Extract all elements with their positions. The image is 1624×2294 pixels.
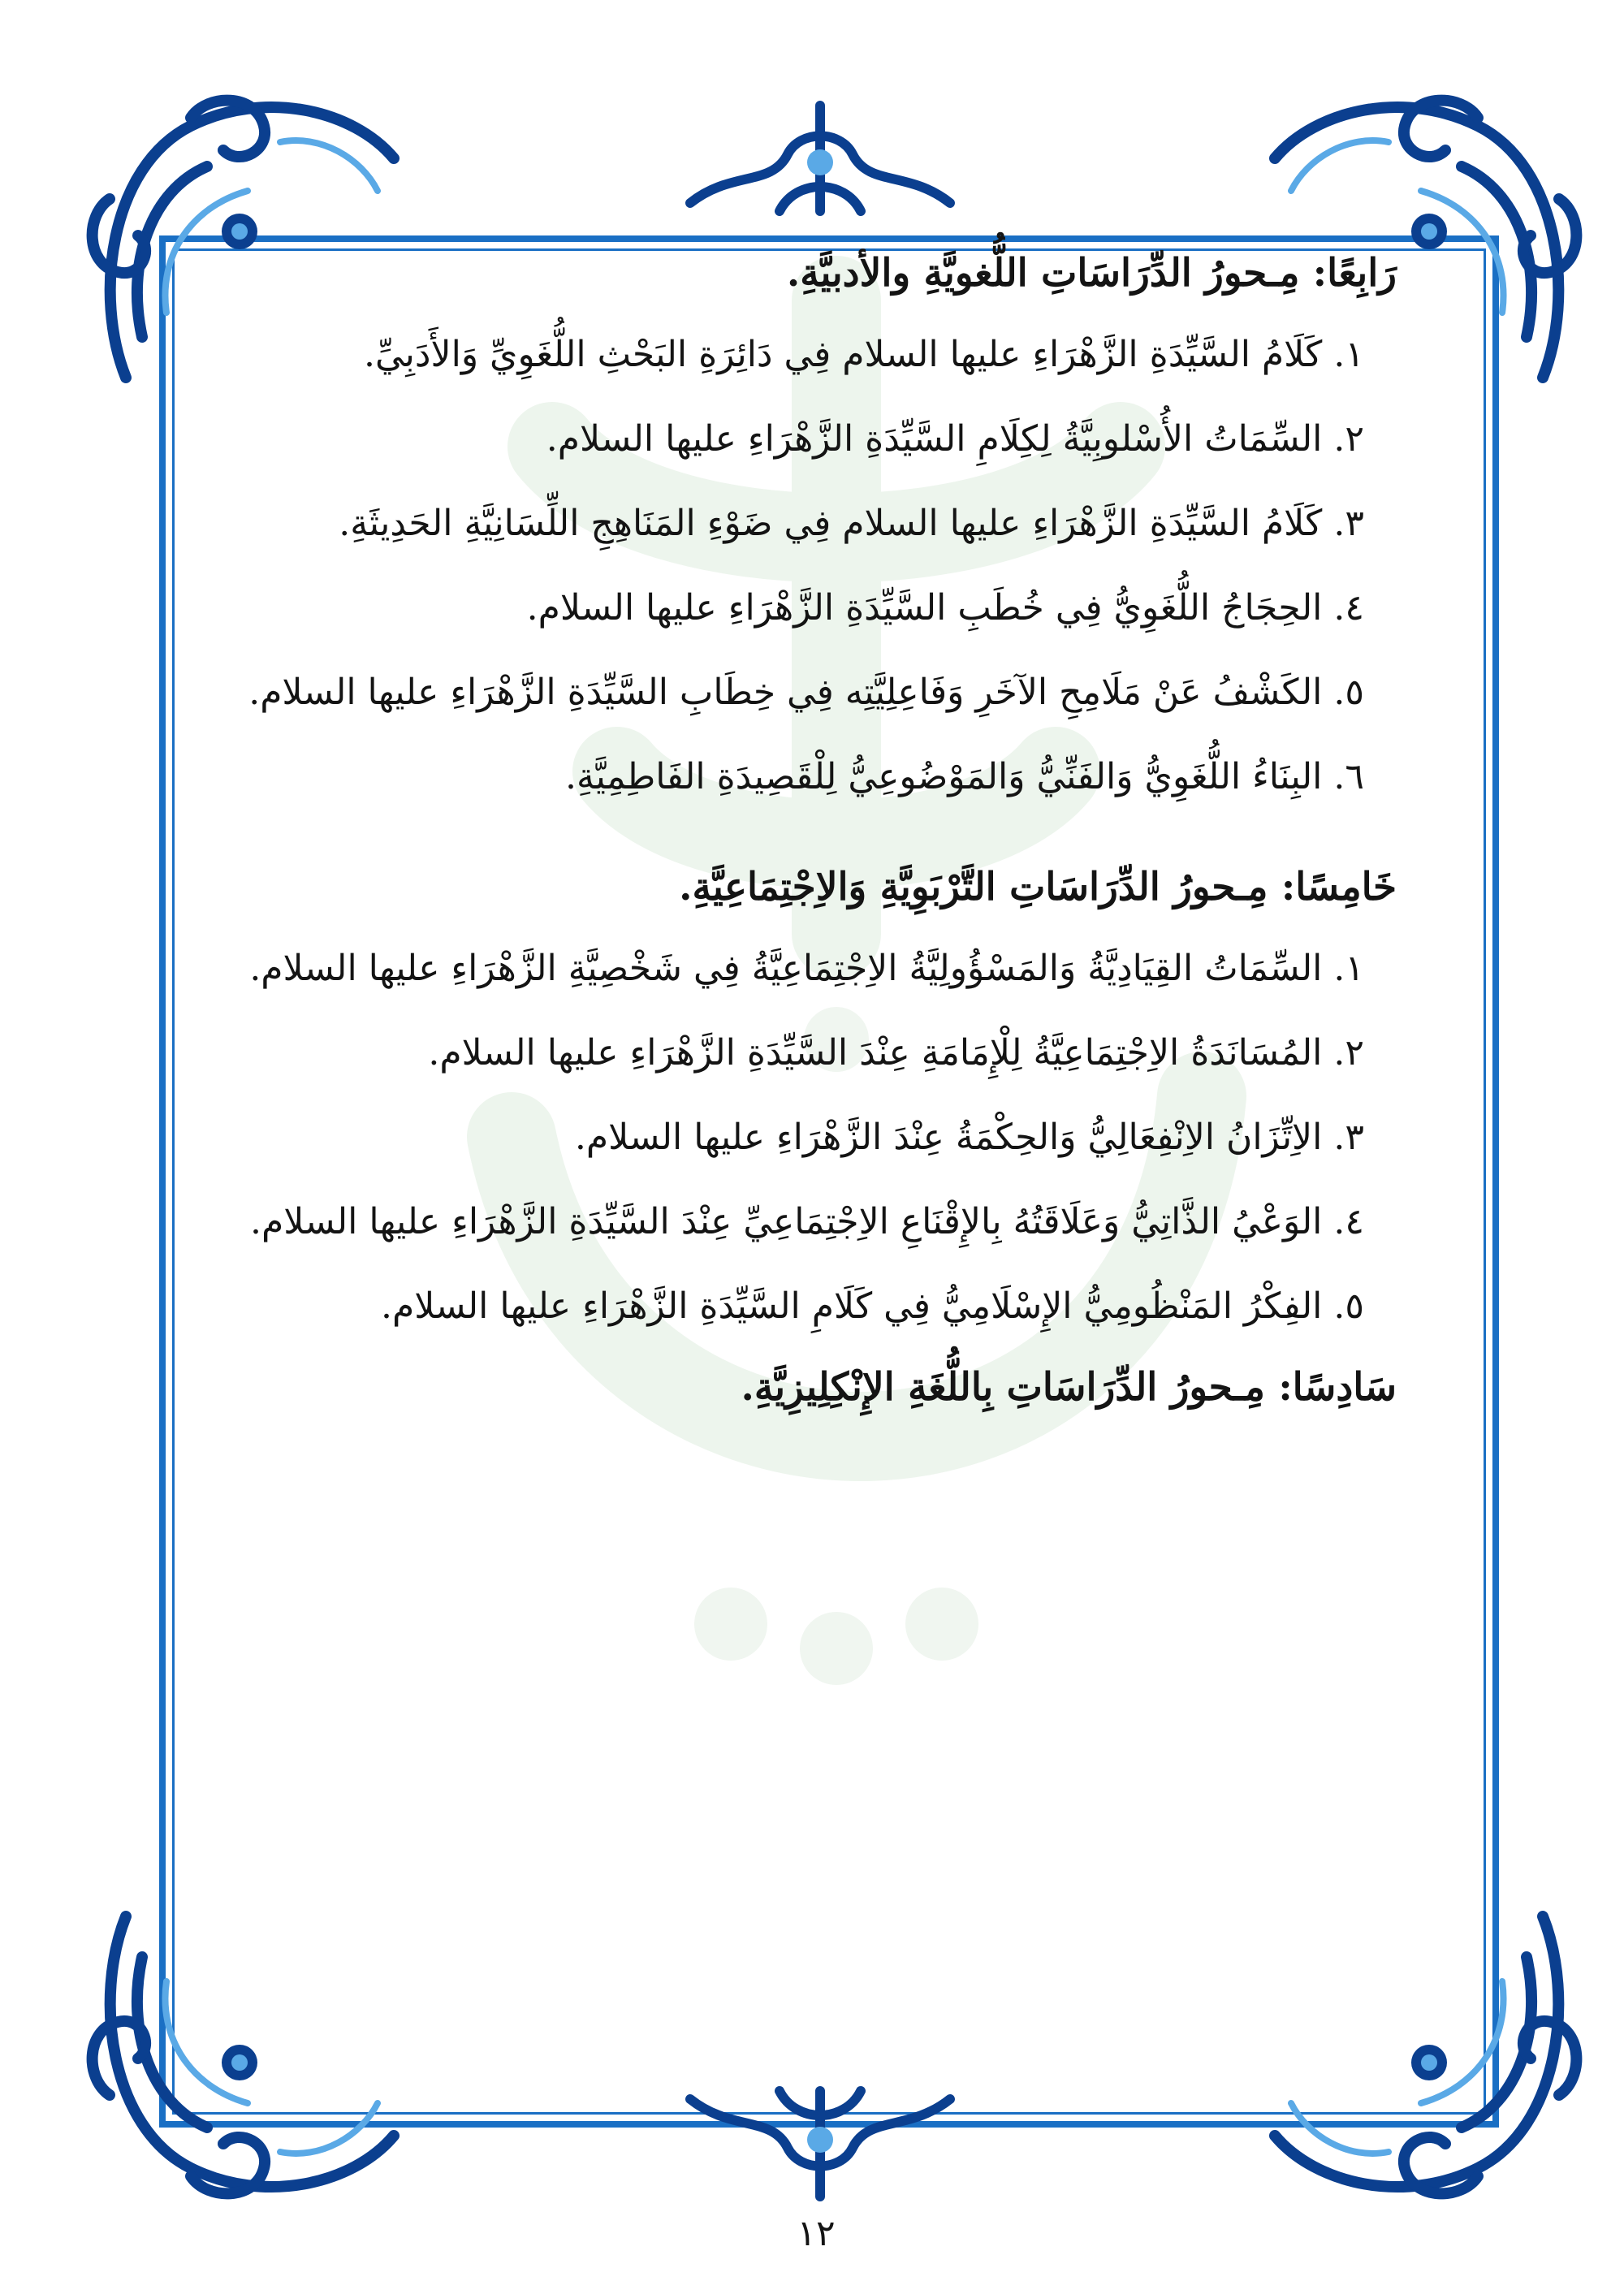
page-content xyxy=(244,231,1397,1414)
section-heading-sixth: سَادِسًا: مِـحورُ الدِّرَاسَاتِ بِاللُّغَةِ الإِنْكِلِيزِيَّةِ. xyxy=(741,1365,1397,1410)
list-item: ٢. المُسَانَدَةُ الاِجْتِمَاعِيَّةُ لِلْإِمَامَةِ عِنْدَ السَّيِّدَةِ الزَّهْرَاءِ عليها السلام. xyxy=(428,1032,1364,1074)
list-item: ١. كَلَامُ السَّيِّدَةِ الزَّهْرَاءِ عليها السلام فِي دَائِرَةِ البَحْثِ اللُّغَوِيِّ وَالأَدَبِيِّ. xyxy=(364,334,1364,375)
list-item: ٢. السِّمَاتُ الأُسْلوبِيَّةُ لِكِلَامِ السَّيِّدَةِ الزَّهْرَاءِ عليها السلام. xyxy=(546,418,1364,460)
list-item: ٦. البِنَاءُ اللُّغَوِيُّ وَالفَنِّيُّ وَالمَوْضُوعِيُّ لِلْقَصِيدَةِ الفَاطِمِيَّةِ. xyxy=(565,756,1364,797)
list-item: ٣. الاِتِّزَانُ الاِنْفِعَالِيُّ وَالحِكْمَةُ عِنْدَ الزَّهْرَاءِ عليها السلام. xyxy=(574,1117,1364,1158)
list-item: ٤. الحِجَاجُ اللُّغَوِيُّ فِي خُطَبِ السَّيِّدَةِ الزَّهْرَاءِ عليها السلام. xyxy=(526,587,1364,629)
list-item: ٤. الوَعْيُ الذَّاتِيُّ وَعَلَاقَتُهُ بِالإِقْنَاعِ الاِجْتِمَاعِيِّ عِنْدَ السَّيِّدَةِ الزَّهْرَاءِ عليها السلام. xyxy=(250,1201,1364,1242)
list-item: ٣. كَلَامُ السَّيِّدَةِ الزَّهْرَاءِ عليها السلام فِي ضَوْءِ المَنَاهِجِ اللِّسَانِيَّةِ الحَدِيثَةِ. xyxy=(339,503,1364,544)
center-ornament-bottom xyxy=(682,2075,958,2213)
page-number: ١٢ xyxy=(797,2213,836,2254)
corner-ornament-bottom-left xyxy=(77,1884,418,2225)
section-heading-fourth: رَابِعًا: مِـحورُ الدِّرَاسَاتِ اللُّغويَّةِ والأدبيَّةِ. xyxy=(786,251,1397,296)
list-item: ٥. الفِكْرُ المَنْظُومِيُّ الإِسْلَامِيُّ فِي كَلَامِ السَّيِّدَةِ الزَّهْرَاءِ عليها السلام. xyxy=(381,1285,1364,1327)
list-item: ٥. الكَشْفُ عَنْ مَلَامِحِ الآخَرِ وَفَاعِلِيَّتِه فِي خِطَابِ السَّيِّدَةِ الزَّهْرَاءِ عليها السلام. xyxy=(248,672,1364,713)
section-heading-fifth: خَامِسًا: مِـحورُ الدِّرَاسَاتِ التَّرْبَوِيَّةِ وَالاِجْتِمَاعِيَّةِ. xyxy=(679,865,1397,909)
center-ornament-top xyxy=(682,89,958,227)
list-item: ١. السِّمَاتُ القِيَادِيَّةُ وَالمَسْؤُولِيَّةُ الاِجْتِمَاعِيَّةُ فِي شَخْصِيَّةِ الزَّهْرَاءِ عليها السلام. xyxy=(249,948,1364,989)
corner-ornament-bottom-right xyxy=(1250,1884,1592,2225)
